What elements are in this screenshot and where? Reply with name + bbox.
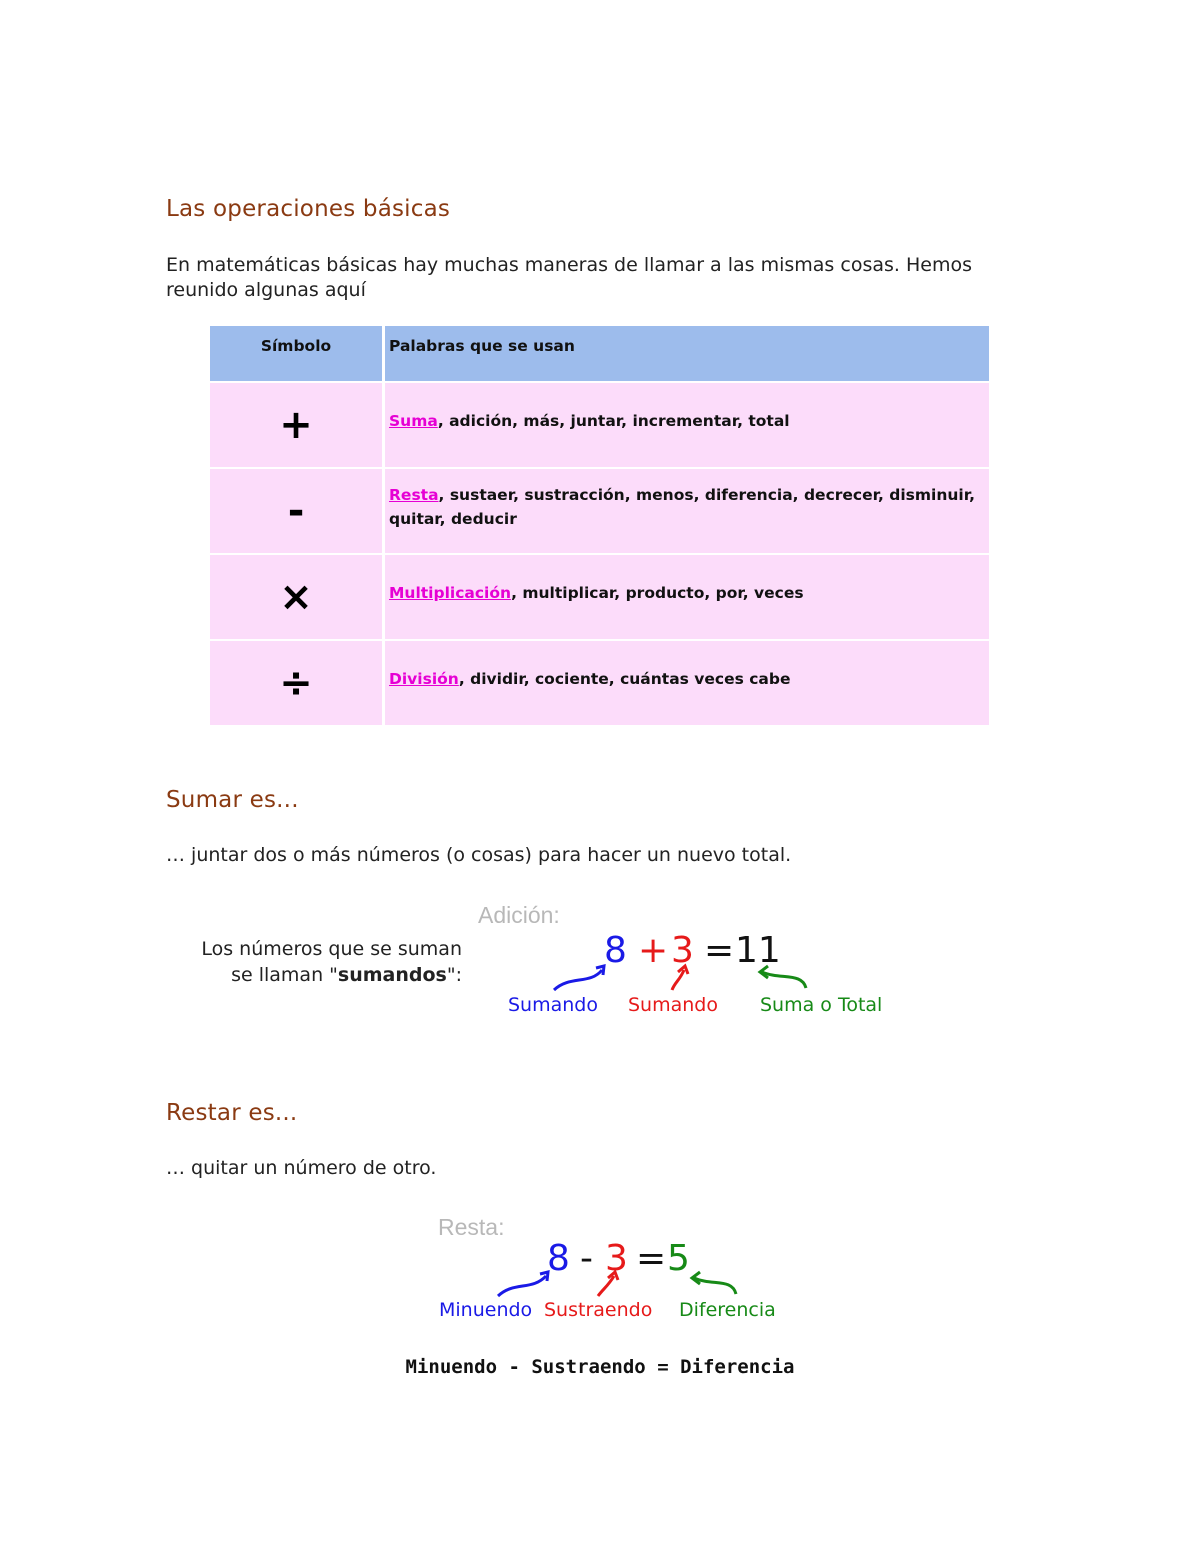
times-symbol: × xyxy=(279,574,313,620)
link-resta[interactable]: Resta xyxy=(389,486,439,504)
minus-operator: - xyxy=(580,1238,593,1279)
words-cell: Resta, sustaer, sustracción, menos, diferencia, decrecer, disminuir, quitar, deducir xyxy=(385,469,989,555)
arrow-sumando-2-icon xyxy=(672,970,684,990)
sumandos-note: Los números que se suman se llaman "sumandos": xyxy=(201,938,462,986)
label-sumando-2: Sumando xyxy=(628,994,718,1016)
intro-paragraph: En matemáticas básicas hay muchas maneras de llamar a las mismas cosas. Hemos reunido algunas aquí xyxy=(166,254,972,301)
label-diferencia: Diferencia xyxy=(679,1299,776,1321)
section-title-restar: Restar es... xyxy=(166,1100,298,1126)
divide-symbol: ÷ xyxy=(279,660,313,706)
difference-number: 5 xyxy=(667,1238,690,1279)
header-symbol: Símbolo xyxy=(210,326,385,383)
label-minuendo: Minuendo xyxy=(439,1299,533,1321)
subtrahend-number: 3 xyxy=(605,1238,628,1279)
section-title-operations: Las operaciones básicas xyxy=(166,196,451,222)
arrow-diferencia-icon xyxy=(694,1278,736,1294)
words-cell: División, dividir, cociente, cuántas veces cabe xyxy=(385,641,989,727)
words-cell: Suma, adición, más, juntar, incrementar, total xyxy=(385,383,989,469)
sum-result: 11 xyxy=(735,930,781,971)
label-suma-total: Suma o Total xyxy=(760,994,883,1016)
arrow-sumando-1-icon xyxy=(554,970,602,990)
label-sustraendo: Sustraendo xyxy=(544,1299,653,1321)
label-sumando-1: Sumando xyxy=(508,994,598,1016)
link-suma[interactable]: Suma xyxy=(389,412,438,430)
link-division[interactable]: División xyxy=(389,670,459,688)
addend-2: 3 xyxy=(671,930,694,971)
addition-title: Adición: xyxy=(478,902,560,928)
arrow-sustraendo-icon xyxy=(598,1276,614,1296)
words-cell: Multiplicación, multiplicar, producto, por, veces xyxy=(385,555,989,641)
plus-symbol: + xyxy=(279,402,313,448)
subtraction-title: Resta: xyxy=(438,1214,505,1240)
arrow-minuendo-icon xyxy=(498,1276,546,1296)
restar-description: … quitar un número de otro. xyxy=(166,1157,437,1179)
sumar-description: … juntar dos o más números (o cosas) para hacer un nuevo total. xyxy=(166,844,792,866)
equals-sign: = xyxy=(704,930,735,971)
arrow-suma-total-icon xyxy=(762,972,806,988)
equals-sign: = xyxy=(636,1238,667,1279)
minuend-number: 8 xyxy=(547,1238,570,1279)
addend-1: 8 xyxy=(604,930,627,971)
plus-operator: + xyxy=(638,930,669,971)
section-title-sumar: Sumar es... xyxy=(166,787,299,813)
header-words: Palabras que se usan xyxy=(385,326,989,383)
sumandos-term: sumandos xyxy=(337,964,447,986)
minus-symbol: - xyxy=(287,488,305,534)
link-multiplicacion[interactable]: Multiplicación xyxy=(389,584,512,602)
subtraction-formula: Minuendo - Sustraendo = Diferencia xyxy=(405,1356,795,1378)
